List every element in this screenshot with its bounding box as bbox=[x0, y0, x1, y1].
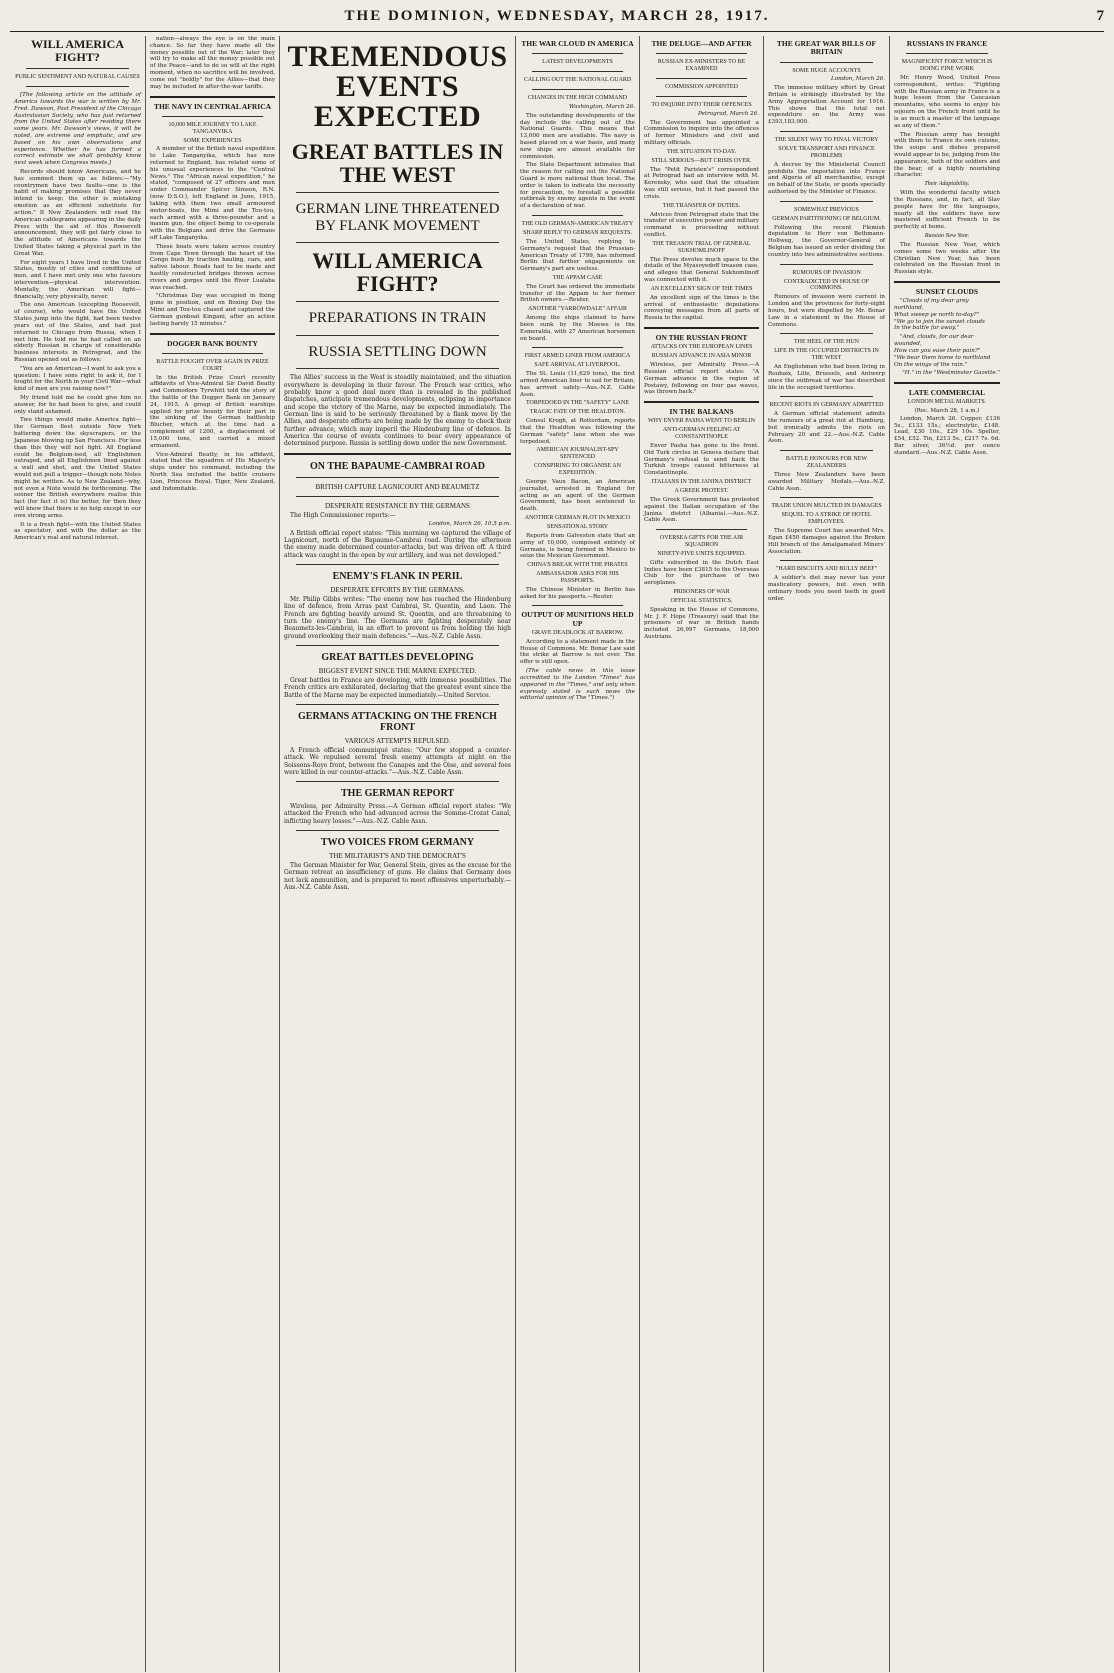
divider bbox=[26, 86, 129, 87]
article-paragraph: The Government has appointed a Commission to inquire into the offences of former Ministers and civil and military officials. bbox=[644, 119, 759, 147]
divider bbox=[780, 450, 873, 451]
subhead-new-year: Russian New Year. bbox=[924, 232, 970, 239]
article-paragraph: According to a statement made in the House of Commons, Mr. Bonar Law said the strike at Barrow is not over. The offer is still open. bbox=[520, 638, 635, 666]
article-paragraph: The Chinese Minister in Berlin has asked for his passports.—Reuter. bbox=[520, 586, 635, 600]
article-paragraph: The one American (excepting Roosevelt, of course), who would have the United States jump into the fight, had been twelve years out of the States, and had just returned to Chicago from Russia, when I met him. He told me he had called on an elderly Russian in charge of considerable business interests in Petrograd, and the Russian opened out as follows: bbox=[14, 302, 141, 363]
divider bbox=[296, 242, 499, 243]
divider bbox=[780, 62, 873, 63]
divider bbox=[780, 264, 873, 265]
headline-russians-france: RUSSIANS IN FRANCE bbox=[906, 39, 988, 48]
article-paragraph: Three New Zealanders have been awarded Military Medals.—Aus.-N.Z. Cable Assn. bbox=[768, 472, 885, 492]
article-paragraph: Reports from Galveston state that an army of 10,000, composed entirely of Germans, is being formed in Mexico to seize the Mexican Government. bbox=[520, 532, 635, 560]
headline-silent-way: THE SILENT WAY TO FINAL VICTORY bbox=[774, 137, 879, 144]
article-paragraph: The "Petit Parisien's" correspondent at Petrograd had an interview with M. Kerensky, who said that the situation was still serious, but it had passed the crisis. bbox=[644, 166, 759, 200]
article-paragraph: The immense military effort by Great Britain is strikingly illustrated by the Army Appropriation Account for 1916. This shows that the total net expenditure on the Army was £393,183,000. bbox=[768, 85, 885, 126]
headline-deluge: THE DELUGE—AND AFTER bbox=[651, 39, 752, 48]
headline-prisoners: PRISONERS OF WAR bbox=[673, 589, 730, 596]
divider bbox=[894, 382, 1000, 384]
subhead-huge-accounts: SOME HUGE ACCOUNTS bbox=[792, 67, 861, 74]
divider bbox=[780, 131, 873, 132]
subhead-greek-protest: A GREEK PROTEST. bbox=[674, 488, 729, 494]
subhead-ex-ministers: RUSSIAN EX-MINISTERS TO BE EXAMINED bbox=[657, 59, 746, 73]
headline-war-bills: THE GREAT WAR BILLS OF BRITAIN bbox=[776, 39, 877, 57]
article-paragraph: Wireless, per Admiralty Press.—A Russian official report states: "A German advance in the region of Postawy, following on four gas waves, was thrown back." bbox=[644, 362, 759, 396]
masthead-title: THE DOMINION, WEDNESDAY, MARCH 28, 1917. bbox=[344, 8, 770, 24]
headline-journalist-spy: AMERICAN JOURNALIST-SPY SENTENCED bbox=[536, 447, 619, 461]
headline-oversea-gifts: OVERSEA GIFTS FOR THE AIR SQUADRON bbox=[659, 535, 744, 549]
article-paragraph: A German official statement admits the rumours of a great riot at Hamburg, but ironically admits the riots on February 20 and 22.—Aus.-N.Z. Cable Assn. bbox=[768, 411, 885, 445]
columns bbox=[10, 36, 1104, 1672]
subhead-prize-court: BATTLE FOUGHT OVER AGAIN IN PRIZE COURT bbox=[156, 358, 269, 372]
column-5 bbox=[640, 36, 764, 1672]
column-7 bbox=[890, 36, 1004, 1672]
headline-german-report: THE GERMAN REPORT bbox=[341, 788, 454, 800]
headline-dogger-bank: DOGGER BANK BOUNTY bbox=[167, 338, 258, 348]
headline-war-cloud-america: THE WAR CLOUD IN AMERICA bbox=[521, 39, 634, 48]
headline-germans-attacking: GERMANS ATTACKING ON THE FRENCH FRONT bbox=[298, 710, 497, 733]
headline-great-battles: GREAT BATTLES DEVELOPING bbox=[321, 651, 474, 663]
divider bbox=[644, 401, 759, 403]
article-paragraph: The Russian New Year, which comes some two weeks after the Christian New Year, has been celebrated on the Russian front in Russian style. bbox=[894, 241, 1000, 276]
article-paragraph: Following the recent Flemish deputation to Herr von Bethmann-Hollweg, the Governor-General of Belgium has issued an order dividing the country into two administrative sections. bbox=[768, 224, 885, 258]
subhead-offences: TO INQUIRE INTO THEIR OFFENCES bbox=[651, 101, 752, 108]
subhead-metal-markets: LONDON METAL MARKETS. bbox=[907, 399, 987, 406]
headline-late-commercial: LATE COMMERCIAL bbox=[908, 388, 986, 398]
headline-munitions: OUTPUT OF MUNITIONS HELD UP bbox=[521, 610, 634, 628]
subhead-house-of-commons: CONTRADICTED IN HOUSE OF COMMONS. bbox=[783, 278, 870, 292]
article-paragraph: These boats were taken across country from Cape Town through the heart of the Congo bush by traction hauling, cars, and native labour. Roads had to be made and hastily constructed bridges thrown across rivers and gorges until the River Lualaba was reached. bbox=[150, 243, 275, 291]
headline-riots-germany: RECENT RIOTS IN GERMANY ADMITTED bbox=[769, 402, 884, 409]
advertisement-text: A soldier's diet may never tax your masticatory powers, but even with ordinary foods you need teeth in good order. bbox=[768, 575, 885, 602]
article-paragraph: Consul Krogh, at Rotterdam, reports that the Healdton was following the German "safety" lane when she was torpedoed. bbox=[520, 418, 635, 445]
dateline: London, March 26, 10.5 p.m. bbox=[428, 520, 511, 527]
divider bbox=[780, 560, 873, 561]
article-paragraph: An Englishman who had been living in Roubaix, Lille, Brussels, and Antwerp since the outbreak of war has described life in the occupied territories. bbox=[768, 364, 885, 391]
article-paragraph: Gifts subscribed in the Dutch East Indies have been £3815 to the Overseas Club for the purchase of two aeroplanes. bbox=[644, 559, 759, 587]
article-paragraph: The outstanding developments of the day include the calling out of the National Guards. This means that 13,000 men are available. The navy is based placed on a war basis, and many new ships are almost available for commission. bbox=[520, 112, 635, 160]
article-paragraph: George Vaux Bacon, an American journalist, arrested in England for acting as an agent of the German Government, has been sentenced to death. bbox=[520, 479, 635, 513]
subhead-sensational-story: SENSATIONAL STORY bbox=[546, 524, 609, 530]
subhead-desperate-resistance: DESPERATE RESISTANCE BY THE GERMANS bbox=[325, 501, 470, 510]
dateline: Petrograd, March 26. bbox=[698, 110, 759, 117]
poem-verse: "Clouds of my dear grey northland, What sweep ye north to-day?" "We go to join the sunset clouds In the battle far away." bbox=[894, 298, 985, 332]
subhead-public-sentiment: PUBLIC SENTIMENT AND NATURAL CAUSES bbox=[15, 74, 140, 81]
subhead-attempts-repulsed: VARIOUS ATTEMPTS REPULSED. bbox=[344, 736, 451, 745]
headline-safety-lane: TORPEDOED IN THE "SAFETY" LANE bbox=[525, 400, 629, 407]
subhead-passports: AMBASSADOR ASKS FOR HIS PASSPORTS. bbox=[536, 571, 619, 584]
headline-yarrowdale: ANOTHER "YARROWDALE" AFFAIR bbox=[527, 306, 628, 313]
divider bbox=[296, 301, 499, 302]
subhead-barrow: GRAVE DEADLOCK AT BARROW. bbox=[531, 629, 624, 636]
article-paragraph: "Christmas Day was occupied in fixing guns in position, and on Boxing Day the Mimi and Tou-tou chased and captured the German gunboat Kingani, after an action lasting barely 15 minutes." bbox=[150, 293, 275, 327]
article-paragraph: The United States, replying to Germany's request that the Prussian-American Treaty of 1799, has informed Berlin that further engagements on Germany's part are useless. bbox=[520, 238, 635, 273]
headline-enemy-flank: ENEMY'S FLANK IN PERIL bbox=[332, 570, 463, 582]
subhead-militarist-democrat: THE MILITARIST'S AND THE DEMOCRAT'S bbox=[329, 852, 466, 861]
headline-bapaume-road: ON THE BAPAUME-CAMBRAI ROAD bbox=[310, 460, 485, 472]
divider bbox=[296, 830, 499, 831]
divider bbox=[162, 116, 263, 117]
article-paragraph: The German Minister for War, General Stein, gives as the excuse for the German retreat an insufficiency of guns. He claims that Germany does not lack ammunition, and is prepared to meet offensives unperturbably.—Aus.-N.Z. Cable Assn. bbox=[284, 862, 511, 892]
headline-balkans: IN THE BALKANS bbox=[669, 407, 734, 417]
divider bbox=[296, 704, 499, 705]
headline-rumours-invasion: RUMOURS OF INVASION bbox=[792, 269, 861, 276]
subhead-latest-developments: LATEST DEVELOPMENTS bbox=[542, 59, 613, 66]
divider bbox=[284, 453, 511, 455]
article-paragraph: Rumours of invasion were current in London and the provinces for forty-eight hours, but were dispelled by Mr. Bonar Law in a statement in the House of Commons. bbox=[768, 294, 885, 328]
divider bbox=[150, 96, 275, 98]
article-paragraph: Among the ships claimed to have been sunk by the Moewe is the Esmeralda, with 27 American horsemen on board. bbox=[520, 315, 635, 342]
divider bbox=[296, 368, 499, 369]
headline-russian-front: ON THE RUSSIAN FRONT bbox=[655, 333, 748, 343]
divider bbox=[532, 347, 623, 348]
divider bbox=[780, 396, 873, 397]
divider bbox=[532, 89, 623, 90]
article-paragraph: With the wonderful faculty which the Russians, and, in fact, all Slav people have for the languages, nearly all the soldiers have now mastered sufficient French to be perfectly at home. bbox=[894, 190, 1000, 231]
article-paragraph: The Greek Government has protested against the Italian occupation of the Janina district (Albania).—Aus.-N.Z. Cable Assn. bbox=[644, 496, 759, 524]
headline-excellent-sign: AN EXCELLENT SIGN OF THE TIMES bbox=[650, 285, 753, 292]
divider bbox=[906, 53, 988, 54]
headline-situation-today: THE SITUATION TO-DAY. bbox=[667, 148, 736, 155]
subhead-occupied-districts: LIFE IN THE OCCUPIED DISTRICTS IN THE WEST bbox=[774, 348, 879, 362]
headline-navy-central-africa: THE NAVY IN CENTRAL AFRICA bbox=[153, 101, 272, 111]
article-paragraph: Wireless, per Admiralty Press.—A German official report states: "We attacked the French who had advanced across the Somme-Crozat Canal, inflicting heavy losses."—Aus.-N.Z. Cable Assn. bbox=[284, 803, 511, 825]
poem-verse: "And, clouds, for our dear wounded, How can you ease their pain?" "We bear them home to northland On the wings of the rain." bbox=[894, 334, 991, 368]
divider bbox=[656, 78, 747, 79]
article-paragraph: Two things would make America fight—the German fleet outside New York battering down the skyscrapers, or the Japanese blowing up San Francisco. For less than this they will not fight. All England could be Belgium-ised, all Englishmen outraged, and all Englishmen lined against a wall and shot, and the United States would not pull a trigger—though note Notes might be written. As to New Zealand—why, not even a Note would be forthcoming. The sooner the British everywhere realise this fact (for fact it is) the better, for then they will know that there is no help except in our own strong arms. bbox=[14, 417, 141, 519]
divider bbox=[26, 68, 129, 69]
divider bbox=[296, 645, 499, 646]
headline-armed-liner: FIRST ARMED LINER FROM AMERICA bbox=[524, 353, 631, 360]
subhead-experiences: SOME EXPERIENCES bbox=[183, 137, 242, 144]
divider bbox=[296, 335, 499, 336]
headline-will-america-fight: WILL AMERICA FIGHT? bbox=[30, 37, 125, 64]
article-paragraph: A decree by the Ministerial Council prohibits the importation into France and Algeria of all merchandise, except on behalf of the State, or goods specially authorised by the Minister of Finance. bbox=[768, 161, 885, 195]
headline-heel-of-hun: THE HEEL OF THE HUN bbox=[794, 339, 859, 346]
subhead-lake-tanganyika: 10,000 MILE JOURNEY TO LAKE TANGANYIKA bbox=[168, 121, 257, 135]
headline-somewhat-previous: SOMEWHAT PREVIOUS bbox=[794, 206, 859, 213]
article-paragraph: Mr. Philip Gibbs writes: "The enemy now has reached the Hindenburg line of defence, from Arras past Cambrai, St. Quentin, and Laon. The French are fighting heavily around St. Quentin, and are threatening to turn the enemy's line. The Germans are fighting desperately near Beaumetz-les-Cambrai, in an effort to prevent us from holding the high ground overlooking their main defences."—Aus.-N.Z. Cable Assn. bbox=[284, 596, 511, 640]
subhead-biggest-event: BIGGEST EVENT SINCE THE MARNE EXPECTED. bbox=[318, 666, 477, 675]
subhead-crisis-over: STILL SERIOUS—BUT CRISIS OVER. bbox=[651, 157, 752, 164]
subhead-national-guard: CALLING OUT THE NATIONAL GUARD bbox=[523, 77, 632, 84]
headline-mexico-plot: ANOTHER GERMAN PLOT IN MEXICO bbox=[524, 515, 631, 522]
article-paragraph: The Supreme Court has awarded Mrs. Egan £450 damages against the Broken Hill branch of the Amalgamated Miners' Association. bbox=[768, 528, 885, 555]
article-paragraph: The Court has ordered the immediate transfer of the Appam to her former British owners.—Reuter. bbox=[520, 283, 635, 304]
subhead-adaptability: Their Adaptability. bbox=[924, 181, 970, 188]
subhead-lagnicourt: BRITISH CAPTURE LAGNICOURT AND BEAUMETZ bbox=[315, 482, 480, 491]
divider bbox=[162, 353, 263, 354]
column-1 bbox=[10, 36, 146, 1672]
article-paragraph: A British official report states: "This morning we captured the village of Lagnicourt, north of the Bapaume-Cambrai road. During the afternoon the enemy made determined counter-attacks, but was driven off. A third attack was caught in the open by our artillery, and was not developed." bbox=[284, 529, 511, 559]
divider bbox=[644, 327, 759, 329]
market-report: London, March 26. Copper, £136 5s., £133 15s.; electrolytic, £148. Lead, £30 10s., £29 10s. Spelter, £54, £52. Tin, £213 5s., £217 7s. 6d. Bar silver, 36½d. per ounce standard.—Aus.-N.Z. Cable Assn. bbox=[894, 415, 1000, 456]
dateline: Washington, March 26. bbox=[569, 103, 635, 110]
column-3-main bbox=[280, 36, 516, 1672]
article-paragraph: Great battles in France are developing, with immense possibilities. The French critics are exhilarated, declaring that the greatest event since the Battle of the Marne may be expected immediately.—United Service. bbox=[284, 676, 511, 699]
article-paragraph: For eight years I have lived in the United States, mostly of cities and conditions of men, and I have met only one who favours intervention—physical intervention. Mentally, the American will fight—financially, very physically, never. bbox=[14, 259, 141, 300]
subhead-constantinople: ANTI-GERMAN FEELING AT CONSTANTINOPLE bbox=[662, 427, 741, 441]
subhead-expedition: CONSPIRING TO ORGANISE AN EXPEDITION. bbox=[534, 463, 621, 477]
divider bbox=[532, 605, 623, 606]
editorial-note: (The cable news in this issue accredited to the London "Times" has appeared in the "Times," and only when expressly stated is such news the editorial opinion of The "Times.") bbox=[520, 668, 635, 702]
subhead-healdton: TRAGIC FATE OF THE HEALDTON. bbox=[529, 409, 626, 416]
subhead-units-equipped: NINETY-FIVE UNITS EQUIPPED. bbox=[657, 550, 746, 557]
subhead-statistics: OFFICIAL STATISTICS. bbox=[670, 597, 733, 604]
divider bbox=[656, 53, 747, 54]
headline-china-break: CHINA'S BREAK WITH THE PIRATES bbox=[527, 562, 628, 569]
main-deck-preparations: PREPARATIONS IN TRAIN bbox=[308, 310, 487, 327]
divider bbox=[296, 477, 499, 478]
subhead-commission: COMMISSION APPOINTED bbox=[665, 84, 738, 91]
headline-appam-case: THE APPAM CASE bbox=[552, 274, 603, 281]
headline-battle-honours: BATTLE HONOURS FOR NEW ZEALANDERS bbox=[785, 456, 868, 470]
subhead-high-command: CHANGES IN THE HIGH COMMAND bbox=[527, 95, 628, 102]
article-paragraph: In the British Prize Court recently affidavits of Vice-Admiral Sir David Beatty and Commodore Tyrwhitt told the story of the battle of the Dogger Bank on January 24, 1915. A group of British warships applied for prize bounty for their part in the sinking of the German battleship Blucher, which at the time had a complement of 1200, a displacement of 15,000 tons, and carried a mixed armament. bbox=[150, 374, 275, 449]
headline-german-american-treaty: THE OLD GERMAN-AMERICAN TREATY bbox=[521, 221, 634, 228]
subhead-transport-finance: SOLVE TRANSPORT AND FINANCE PROBLEMS bbox=[778, 145, 875, 159]
divider bbox=[656, 96, 747, 97]
subhead-hotel-strike: SEQUEL TO A STRIKE OF HOTEL EMPLOYEES. bbox=[781, 512, 872, 526]
divider bbox=[296, 781, 499, 782]
column-4 bbox=[516, 36, 640, 1672]
lead-paragraph: The Allies' success in the West is steadily maintained, and the situation everywhere is developing in their favour. The French war critics, who probably know a good deal more than is revealed in the published dispatches, anticipate tremendous developments, eclipsing in importance and scope the victory of the Marne, may be expected immediately. The German line is said to be seriously threatened by a flank move by the Allies, and desperate efforts are being made by the enemy to check their further advance, which may imperil the Hindenburg line of defence. In America the course of events continues to bear every appearance of determined purpose. Russia is settling down under the new Government. bbox=[284, 374, 511, 448]
article-paragraph: My friend told me he could give him no answer, for he had been to give, and could only stand ashamed. bbox=[14, 395, 141, 415]
subhead-desperate-efforts: DESPERATE EFFORTS BY THE GERMANS. bbox=[330, 585, 465, 594]
article-paragraph: A French official communiqué states: "Our few stopped a counter-attack. We repulsed several fresh enemy attempts at night on the Soissons-Roye front, between the Canapes and the Oise, and several foes were killed in our counter-attacks."—Aus.-N.Z. Cable Assn. bbox=[284, 746, 511, 776]
divider bbox=[532, 53, 623, 54]
article-paragraph: The State Department intimates that the reason for calling out the National Guard is more national than local. The order is taken to indicate the necessity for precaution, to forestall a possible outbreak by enemy agents in the event of a declaration of war. bbox=[520, 162, 635, 210]
article-paragraph: "You are an American—I want to ask you a question: I have sons right to ask it, for I fought for the North in your Civil War—what kind of men are you raising now?" bbox=[14, 365, 141, 393]
headline-trade-union: TRADE UNION MULCTED IN DAMAGES bbox=[771, 503, 882, 510]
article-paragraph: Enver Pasha has gone to the front. Old Turk circles in Geneva declare that Germany's refusal to send back the Turkish troops caused bitterness at Constantinople. bbox=[644, 443, 759, 477]
article-paragraph: Advices from Petrograd state that the transfer of executive power and military command is proceeding without conflict. bbox=[644, 211, 759, 239]
divider bbox=[780, 201, 873, 202]
headline-janina: ITALIANS IN THE JANINA DISTRICT bbox=[651, 479, 752, 486]
article-intro: [The following article on the attitude of America towards the war is written by Mr. Fred. Dawson, Past President of the Chicago Australasian Society, who has just returned from the United States after residing there some years. Mr. Dawson's views, it will be noted, are extreme and emphatic, and are based on his own observations and experience. Whether he has formed a correct estimate we shall probably know next week when Congress meets.] bbox=[14, 92, 141, 167]
main-deck-america: WILL AMERICA FIGHT? bbox=[312, 248, 483, 297]
page-number: 7 bbox=[1096, 8, 1104, 24]
article-paragraph: The St. Louis (11,629 tons), the first armed American liner to sail for Britain, has arrived safely.—Aus.-N.Z. Cable Assn. bbox=[520, 371, 635, 398]
subhead-enver-pasha: WHY ENVER PASHA WENT TO BERLIN bbox=[648, 418, 755, 425]
column-2 bbox=[146, 36, 280, 1672]
article-paragraph: Records should know Americans, and he has summed them up as follows:—"My countrymen have two faults—one is the habit of making promises that they never intend to keep; the other is mistaking emotion as an efficient substitute for action." If New Zealanders will read the American cablegrams appearing in the daily Press with the aid of this Roosevelt announcement, they will get fairly close to the attitude of Americans towards the United States taking a physical part in the Great War. bbox=[14, 169, 141, 257]
article-continuation: nation—always the eye is on the main chance. So far they have made all the money possible out of the War; later they will try to make all the money possible out of the Peace—and to do so will at the right moment, when no sacrifice will be involved, come out "boldly" for the Allies—that they may be included in after-the-war tariffs. bbox=[150, 36, 275, 90]
subhead-sharp-reply: SHARP REPLY TO GERMAN REQUESTS. bbox=[523, 230, 632, 236]
poem-credit: "H." in the "Westminster Gazette." bbox=[902, 370, 1000, 377]
column-6 bbox=[764, 36, 890, 1672]
article-paragraph: The Press devotes much space to the details of the Myasoyedoff treason case, and alleges that General Sukhomlinoff was connected with it. bbox=[644, 256, 759, 284]
headline-transfer-duties: THE TRANSFER OF DUTIES. bbox=[662, 202, 741, 209]
dateline: London, March 26. bbox=[831, 76, 885, 83]
article-paragraph: It is a fresh fight—with the United States as spectator, and with the dollar as the American's real and natural interest. bbox=[14, 521, 141, 542]
article-paragraph: Mr. Henry Wood, United Press correspondent, writes: "Fighting with the Russian army in France is a huge lesson from the Caucasian mountains, who seems to enjoy his sojourn on the French front until he is as much a master of the language as any of them." bbox=[894, 75, 1000, 129]
divider bbox=[656, 529, 747, 530]
divider bbox=[150, 333, 275, 335]
subhead-european-lines: ATTACKS ON THE EUROPEAN LINES bbox=[650, 344, 753, 351]
main-headline: TREMENDOUS EVENTS EXPECTED bbox=[287, 40, 508, 133]
divider bbox=[780, 333, 873, 334]
masthead bbox=[10, 6, 1104, 32]
subhead-partitioning: GERMAN PARTITIONING OF BELGIUM. bbox=[772, 215, 881, 222]
article-paragraph: Speaking in the House of Commons, Mr. J. F. Hope (Treasury) said that the prisoners of war in British hands included 26,997 Germans, 18,000 Austrians. bbox=[644, 606, 759, 641]
main-deck-russia: RUSSIA SETTLING DOWN bbox=[308, 343, 487, 360]
divider bbox=[296, 496, 499, 497]
subhead-magnificent-force: MAGNIFICENT FORCE WHICH IS DOING FINE WORK bbox=[901, 59, 993, 73]
article-paragraph: A member of the British naval expedition to Lake Tanganyika, which has now returned to England, has related some of his unusual experiences to the "Central News." The "African naval expedition," he stated, "composed of 27 officers and men under Commander Spicer Simson, R.N. (now D.S.O.), left England in June, 1915, taking with them two small armoured motor-boats, the Mimi and the Tou-tou, each armed with a three-pounder and a maxim gun, the object being to co-operate with the Belgians and drive the Germans off Lake Tanganyika. bbox=[150, 146, 275, 241]
subhead-liverpool: SAFE ARRIVAL AT LIVERPOOL. bbox=[534, 362, 621, 369]
divider bbox=[296, 192, 499, 193]
headline-two-voices: TWO VOICES FROM GERMANY bbox=[320, 837, 475, 849]
headline-bully-beef: "HARD BISCUITS AND BULLY BEEF" bbox=[775, 566, 878, 573]
divider bbox=[894, 281, 1000, 283]
divider bbox=[780, 497, 873, 498]
headline-sunset-clouds: SUNSET CLOUDS bbox=[915, 286, 979, 296]
source-line: The High Commissioner reports:— bbox=[290, 511, 396, 519]
article-paragraph: An excellent sign of the times is the arrival of enthusiastic deputations conveying messages from all parts of Russia to the capital. bbox=[644, 294, 759, 322]
article-paragraph: The Russian army has brought with them to France its own cuisine, the soups and dishes prepared would appear to be, judging from the appearance, both of the soldiers and the bear, of a highly nourishing character. bbox=[894, 131, 1000, 179]
article-paragraph: Vice-Admiral Beatty, in his affidavit, stated that the squadron of His Majesty's ships under his command, including the North Sea included the battle cruisers Lion, Princess Royal, Tiger, New Zealand, and Indomitable. bbox=[150, 451, 275, 492]
divider bbox=[532, 71, 623, 72]
subhead-asia-minor: RUSSIAN ADVANCE IN ASIA MINOR bbox=[651, 353, 752, 360]
dateline: (Rec. March 28, 1 a.m.) bbox=[914, 408, 980, 415]
divider bbox=[532, 215, 623, 216]
main-subheadline: GREAT BATTLES IN THE WEST bbox=[291, 139, 504, 188]
divider bbox=[296, 564, 499, 565]
main-deck-flank: GERMAN LINE THREATENED BY FLANK MOVEMENT bbox=[295, 201, 500, 234]
headline-treason-trial: THE TREASON TRIAL OF GENERAL SUKHOMLINOFF bbox=[652, 240, 751, 254]
